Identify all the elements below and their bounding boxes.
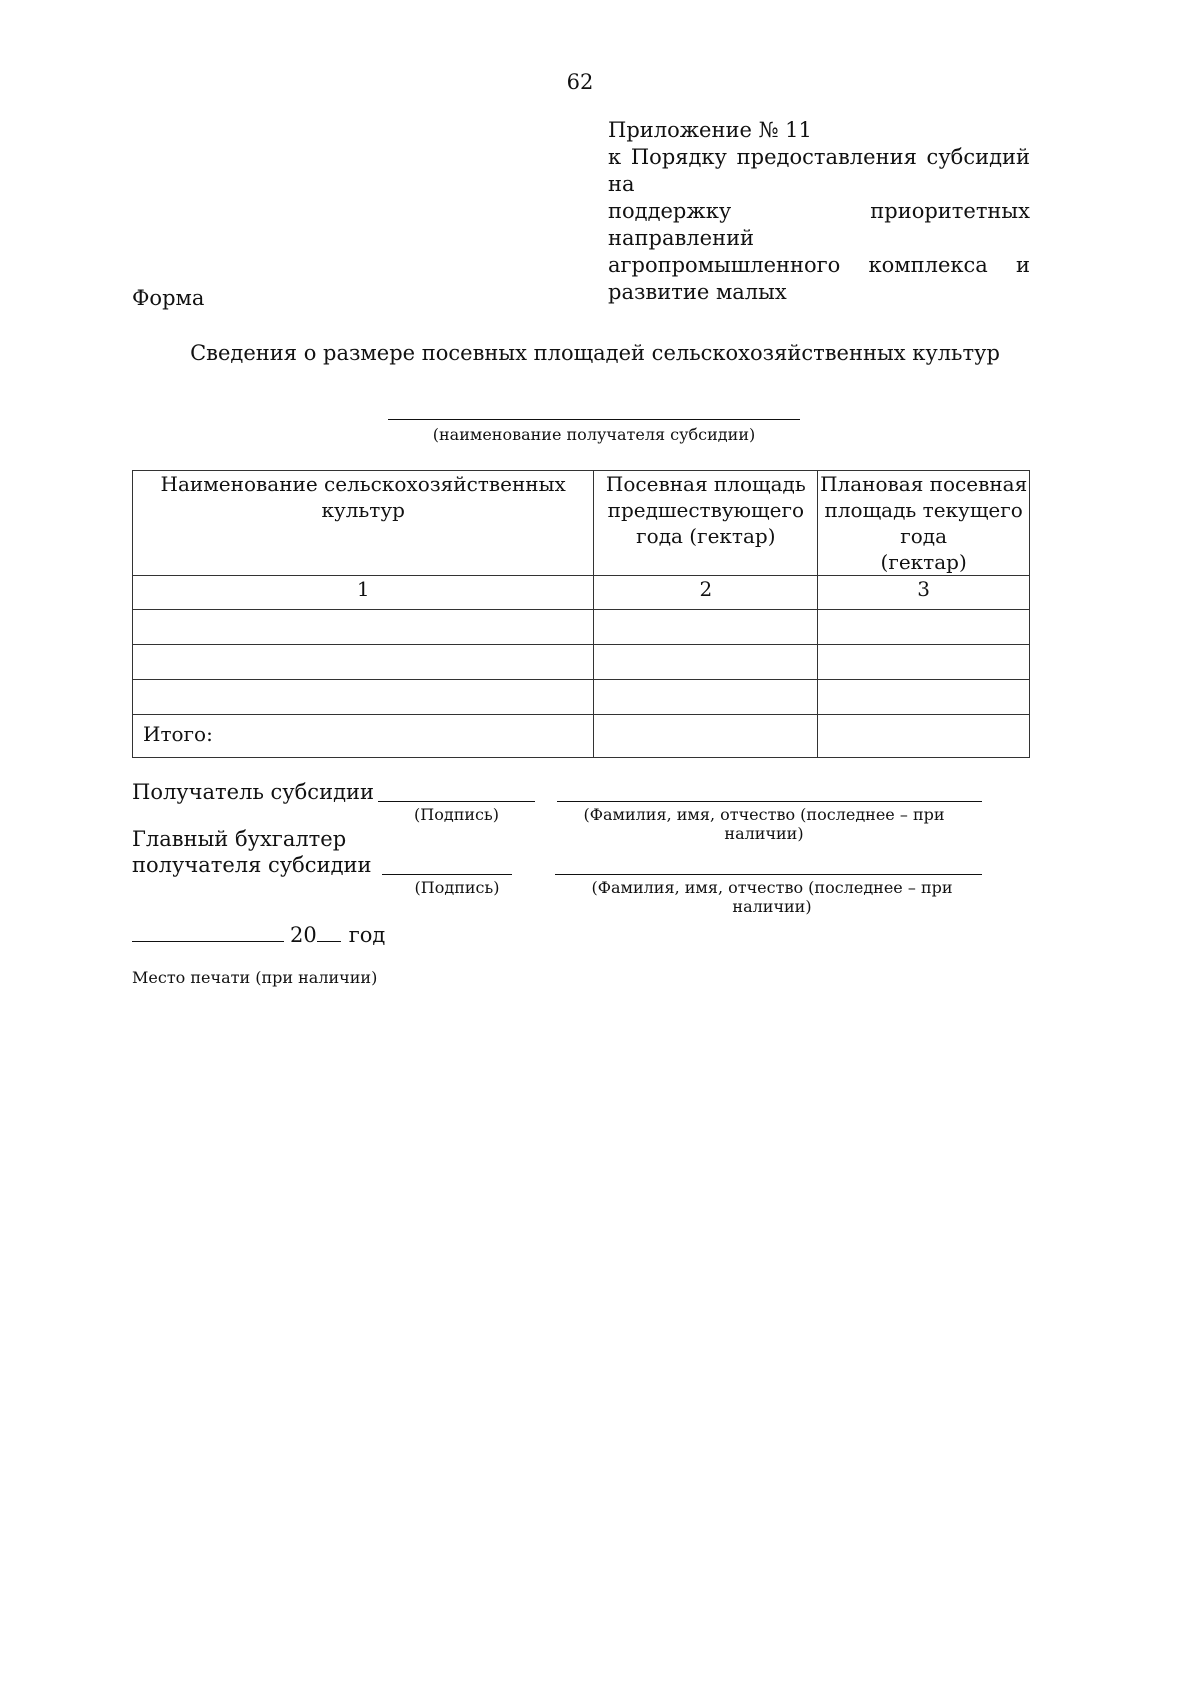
accountant-signature-label [132,826,372,878]
previous-area-cell[interactable] [594,610,818,645]
document-title: Сведения о размере посевных площадей сельскохозяйственных культур [190,341,1000,365]
header-line: Посевная площадь [605,472,806,496]
header-line: культур [321,498,405,522]
accountant-fullname-line[interactable] [555,874,982,875]
recipient-signature-caption: (Подпись) [414,805,499,824]
date-day-month-blank[interactable] [132,921,284,942]
crop-name-cell[interactable] [133,610,594,645]
planned-area-cell[interactable] [818,680,1030,715]
total-planned-area-cell[interactable] [818,715,1030,758]
accountant-fullname-caption: (Фамилия, имя, отчество (последнее – при наличии) [591,878,953,916]
header-line: Наименование сельскохозяйственных [160,472,566,496]
appendix-line: агропромышленного комплекса и [608,253,1030,277]
column-number: 2 [594,576,818,610]
appendix-block [608,117,1030,306]
date-line [132,921,385,947]
header-line: года (гектар) [636,524,776,548]
header-crop-name [133,471,594,576]
page-number: 62 [566,70,594,94]
recipient-name-line[interactable] [388,419,800,420]
header-planned-area [818,471,1030,576]
table-row [133,645,1030,680]
recipient-name-caption: (наименование получателя субсидии) [432,425,756,444]
crop-name-cell[interactable] [133,645,594,680]
form-label: Форма [132,286,205,310]
crop-name-cell[interactable] [133,680,594,715]
column-number: 3 [818,576,1030,610]
table-header-row [133,471,1030,576]
appendix-line: развитие малых [608,280,787,304]
accountant-signature-line[interactable] [382,874,512,875]
column-number: 1 [133,576,594,610]
recipient-signature-label: Получатель субсидии [132,780,374,804]
accountant-signature-caption: (Подпись) [414,878,500,897]
previous-area-cell[interactable] [594,680,818,715]
total-label: Итого: [133,715,594,758]
header-line: года [900,524,948,548]
table-row [133,680,1030,715]
header-previous-year-area [594,471,818,576]
appendix-line: к Порядку предоставления субсидий на [608,145,1030,196]
recipient-fullname-line[interactable] [557,801,982,802]
column-number-row [133,576,1030,610]
recipient-fullname-caption: (Фамилия, имя, отчество (последнее – при наличии) [583,805,945,843]
appendix-title: Приложение № 11 [608,118,812,142]
crop-area-table [132,470,1030,758]
accountant-label-line: получателя субсидии [132,853,372,877]
total-row [133,715,1030,758]
appendix-line: поддержку приоритетных направлений [608,199,1030,250]
table-row [133,610,1030,645]
recipient-signature-line[interactable] [378,801,535,802]
date-year-blank[interactable] [317,921,341,942]
previous-area-cell[interactable] [594,645,818,680]
header-line: площадь текущего [824,498,1023,522]
total-previous-area-cell[interactable] [594,715,818,758]
accountant-label-line: Главный бухгалтер [132,827,347,851]
seal-note: Место печати (при наличии) [132,968,378,987]
date-year-word: год [348,923,386,947]
header-line: предшествующего [607,498,805,522]
header-line: (гектар) [880,550,967,574]
header-line: Плановая посевная [820,472,1028,496]
planned-area-cell[interactable] [818,645,1030,680]
planned-area-cell[interactable] [818,610,1030,645]
date-century: 20 [290,923,317,947]
